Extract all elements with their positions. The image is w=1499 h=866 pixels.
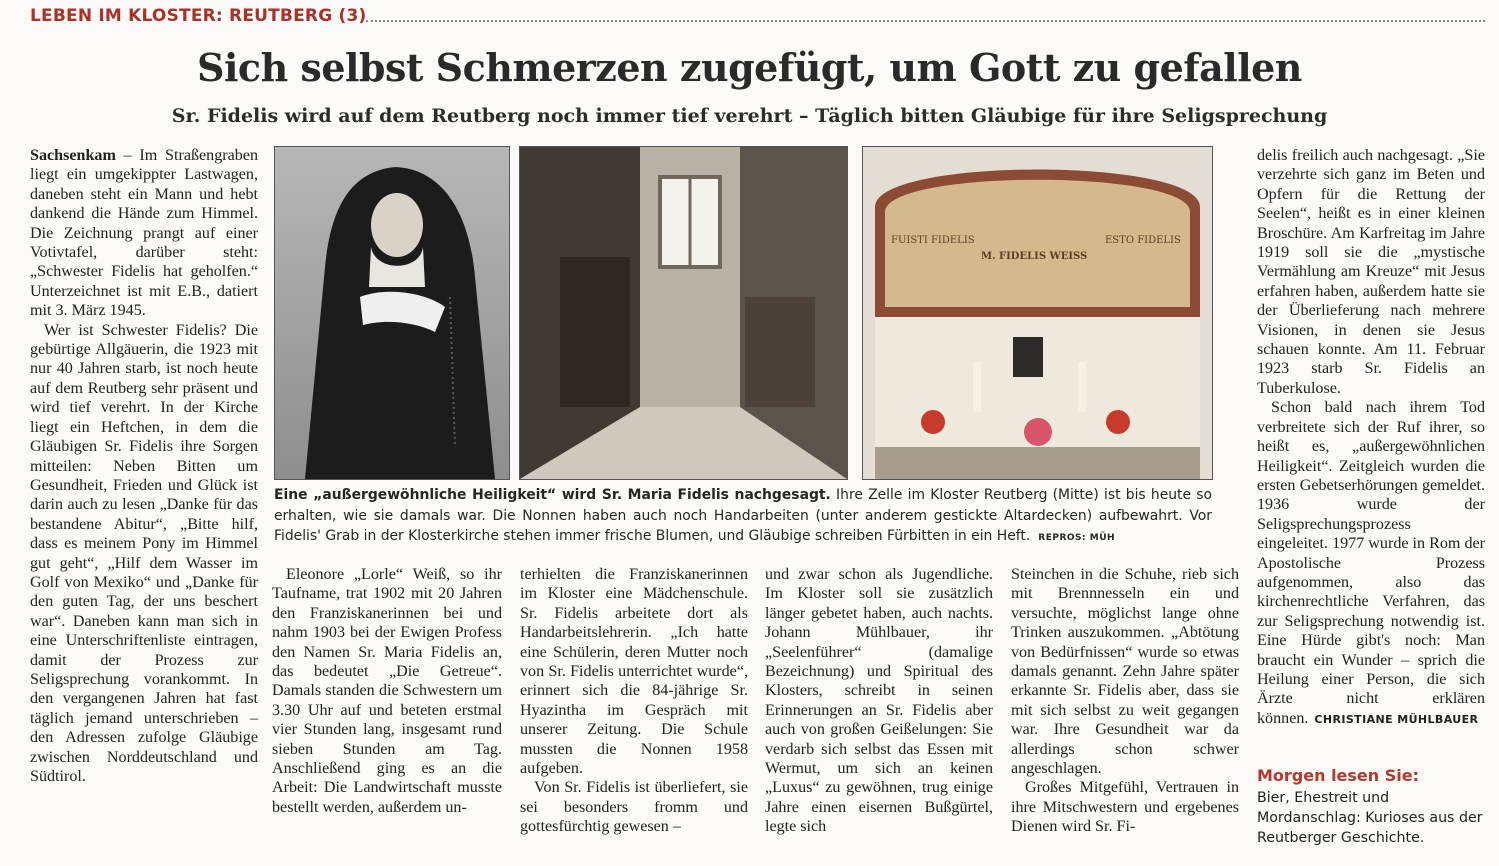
- teaser-heading: Morgen lesen Sie:: [1257, 766, 1419, 785]
- paragraph-text: Schon bald nach ihrem Tod verbreitete sich der Ruf ihrer, so heißt es, „außergewöhnlichen Heiligkeit“. Zeitgleich wurden die ersten Gebetserhörungen gemeldet. 1936 wurde der Seligsprechungsprozess eingeleitet. 1977 wurde in Rom der Apostolische Prozess aufgenommen, also das kirchenrechtliche Verfahren, das zur Seligsprechung notwendig ist. Eine Hürde gibt's noch: Man braucht ein Wunder – sprich die Heilung einer Person, die sich Ärzte nicht erklären können.: [1257, 399, 1485, 727]
- paragraph: Wer ist Schwester Fidelis? Die gebürtige Allgäuerin, die 1923 mit nur 40 Jahren starb, ist noch heute auf dem Reutberg sehr präsent und wird tief verehrt. In der Kirche liegt ein Heftchen, in dem die Gläubigen Sr. Fidelis ihre Sorgen mitteilen: Neben Bitten um Gesundheit, Frieden und Glück ist darin auch zu lesen „Danke für das bestandene Abitur“, „Bitte hilf, dass es meinem Pony im Himmel gut geht“, „Hilf dem Wasser im Golf von Mexiko“ und „Danke für den guten Tag, der uns beschert war“. Daneben kann man sich in eine Unterschriftenliste eintragen, damit der Prozess zur Seligsprechung vorankommt. In den vergangenen Jahren hat fast täglich jemand unterschrieben – den Adressen zufolge Gläubige zwischen Norddeutschland und Südtirol.: [30, 321, 258, 785]
- article-column-3: [520, 565, 748, 837]
- subheadline: Sr. Fidelis wird auf dem Reutberg noch immer tief verehrt – Täglich bitten Gläubige für ihre Seligsprechung: [171, 105, 1328, 127]
- photo-credit: REPROS: MÜH: [1038, 533, 1116, 543]
- paragraph-text: – Im Straßengraben liegt ein umgekippter Lastwagen, daneben steht ein Mann und hebt dankend die Hände zum Himmel. Die Zeichnung prangt auf einer Votivtafel, darüber steht: „Schwester Fidelis hat geholfen.“ Unterzeichnet ist mit E.B., datiert mit 3. März 1945.: [30, 147, 258, 320]
- paragraph: und zwar schon als Jugendliche. Im Kloster soll sie zusätzlich länger gebetet haben, auch nachts. Johann Mühlbauer, ihr „Seelenführer“ (damalige Bezeichnung) und Spiritual des Klosters, schreibt in seinen Erinnerungen an Sr. Fidelis aber auch von großen Geißelungen: Sie verdarb sich selbst das Essen mit Wermut, um sich an keinen „Luxus“ zu gewöhnen, trug einige Jahre einen eisernen Bußgürtel, legte sich: [765, 566, 993, 836]
- convent-cell-image: [520, 147, 847, 479]
- paragraph: [1257, 398, 1485, 729]
- grave-tablet-image: [863, 147, 1212, 479]
- section-rubric: LEBEN IM KLOSTER: REUTBERG (3): [30, 6, 367, 26]
- rubric-dotted-rule: [366, 20, 1485, 22]
- teaser-text: Bier, Ehestreit und Mordanschlag: Kurioses aus der Reutberger Geschichte.: [1257, 790, 1483, 846]
- tablet-center-text: M. FIDELIS WEISS: [981, 251, 1088, 262]
- nun-portrait-image: [275, 147, 509, 479]
- article-column-2: [272, 565, 502, 817]
- paragraph: Steinchen in die Schuhe, rieb sich mit Brennnesseln ein und versuchte, möglichst lange ohne Trinken auszukommen. „Abtötung von Bedürfnissen“ wurde so etwas damals genannt. Zehn Jahre später erkannte Sr. Fidelis aber, dass sie mit sich selbst zu weit gegangen war. Ihre Gesundheit war da allerdings schon schwer angeschlagen.: [1011, 566, 1239, 778]
- article-column-1: [30, 146, 258, 786]
- paragraph: Von Sr. Fidelis ist überliefert, sie sei besonders fromm und gottesfürchtig gewesen –: [520, 779, 748, 836]
- photo-convent-cell: [519, 146, 848, 480]
- photo-grave-tablet: [862, 146, 1213, 480]
- photo-caption: [274, 485, 1212, 549]
- author-byline: CHRISTIANE MÜHLBAUER: [1314, 712, 1479, 726]
- paragraph: terhielten die Franziskanerinnen im Kloster eine Mädchenschule. Sr. Fidelis arbeitete dort als Handarbeitslehrerin. „Ich hatte eine Schülerin, deren Mutter noch von Sr. Fidelis unterrichtet wurde“, erinnert sich die 84-jährige Sr. Hyazintha im Gespräch mit unserer Zeitung. Die Schule mussten die Nonnen 1958 aufgeben.: [520, 566, 748, 778]
- tablet-left-text: FUISTI FIDELIS: [891, 235, 975, 246]
- paragraph: [30, 146, 258, 321]
- paragraph: delis freilich auch nachgesagt. „Sie verzehrte sich ganz im Beten und Opfern für die Rettung der Seelen“, heißt es in einer kleinen Broschüre. Am Karfreitag im Jahre 1919 soll sie die „mystische Vermählung am Kreuze“ mit Jesus erfahren haben, außerdem hatte sie der Überlieferung nach mehrere Visionen, in denen sie Jesus schauen konnte. Am 11. Februar 1923 starb Sr. Fidelis an Tuberkulose.: [1257, 147, 1485, 397]
- caption-lead: Eine „außergewöhnliche Heiligkeit“ wird Sr. Maria Fidelis nachgesagt.: [274, 487, 831, 503]
- article-column-6: [1257, 146, 1485, 729]
- tablet-right-text: ESTO FIDELIS: [1105, 235, 1181, 246]
- paragraph: Großes Mitgefühl, Vertrauen in ihre Mitschwestern und ergebenes Dienen wird Sr. Fi-: [1011, 779, 1239, 836]
- caption-text: Ihre Zelle im Kloster Reutberg (Mitte) ist bis heute so erhalten, wie sie damals war. Die Nonnen haben auch noch Handarbeiten (unter anderem gestickte Altardecken) aufbewahrt. Vor Fidelis' Grab in der Klosterkirche stehen immer frische Blumen, und Gläubige schreiben Fürbitten in ein Heft.: [274, 487, 1212, 544]
- dateline: Sachsenkam: [30, 147, 116, 164]
- photo-nun-portrait: [274, 146, 510, 480]
- article-column-4: [765, 565, 993, 837]
- article-column-5: [1011, 565, 1239, 837]
- paragraph: Eleonore „Lorle“ Weiß, so ihr Taufname, trat 1902 mit 20 Jahren den Franziskanerinnen bei und nahm 1903 bei der Ewigen Profess den Namen Sr. Maria Fidelis an, das bedeutet „Die Getreue“. Damals standen die Schwestern um 3.30 Uhr auf und beteten erstmal vier Stunden lang, insgesamt rund sieben Stunden am Tag. Anschließend ging es an die Arbeit: Die Landwirtschaft musste bestellt werden, außerdem un-: [272, 566, 502, 816]
- headline: Sich selbst Schmerzen zugefügt, um Gott zu gefallen: [197, 45, 1302, 90]
